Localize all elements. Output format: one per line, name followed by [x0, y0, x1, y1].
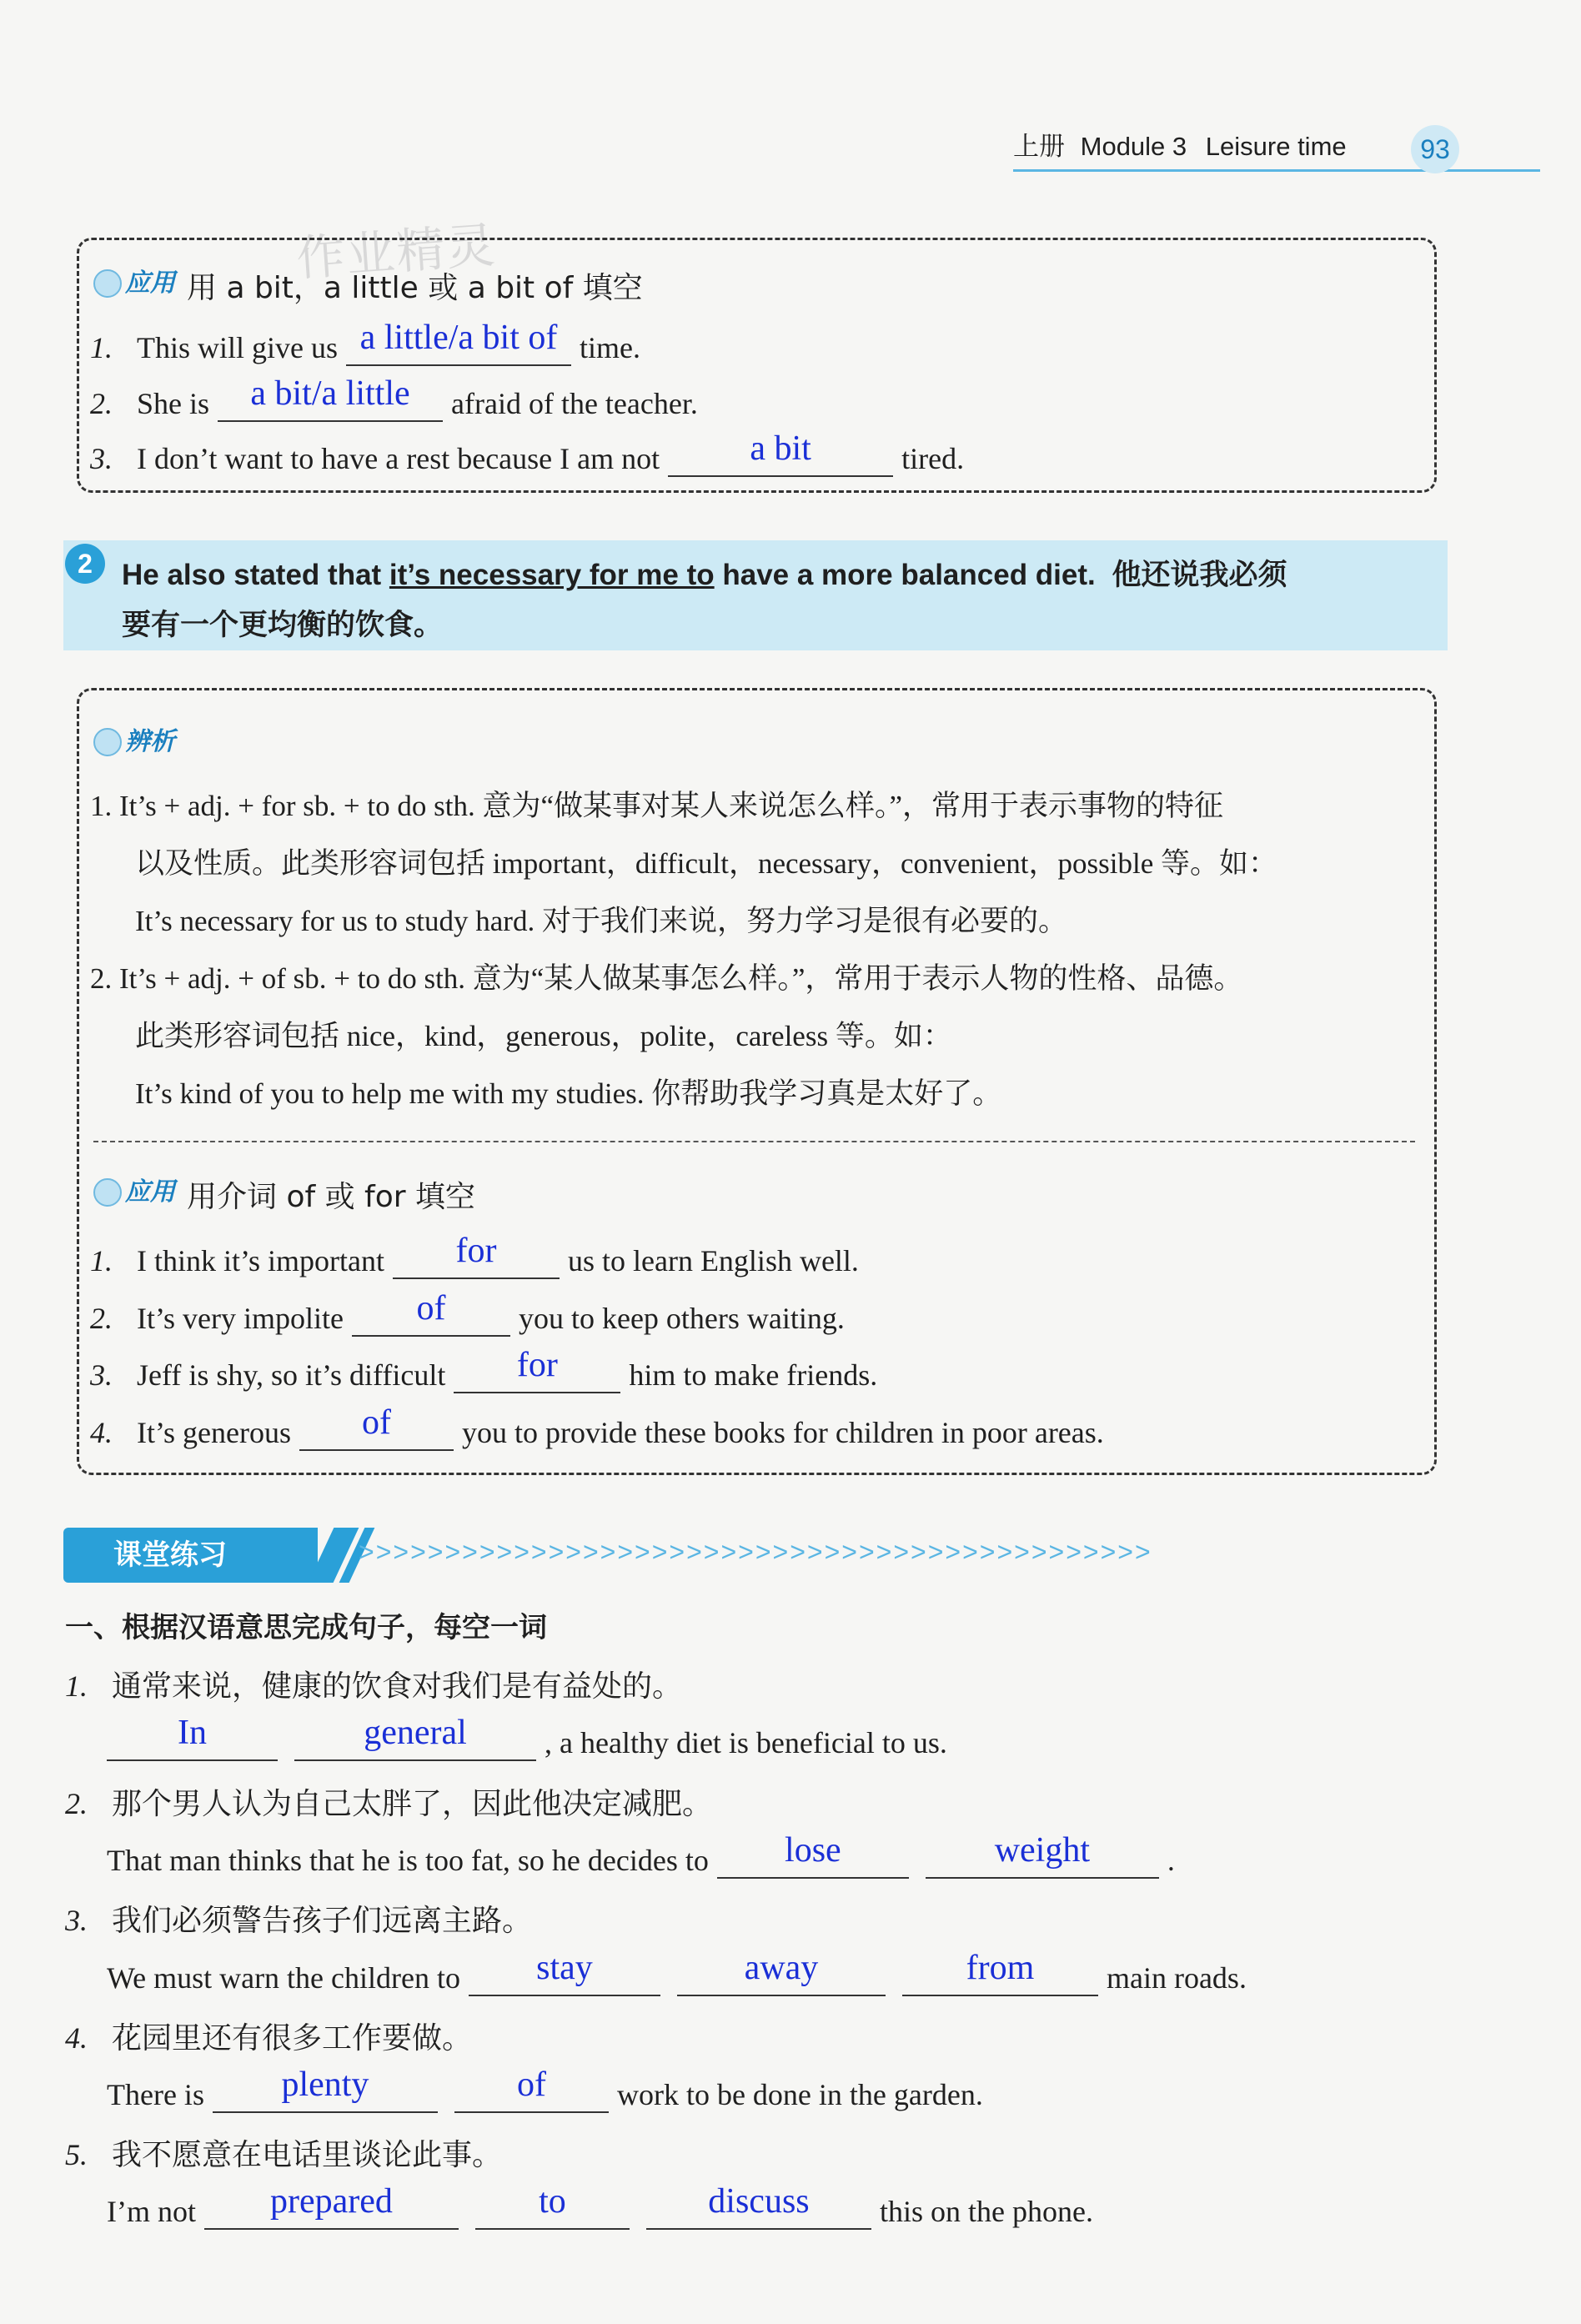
header-title: Leisure time [1205, 132, 1347, 161]
answer-blank[interactable]: In [107, 1726, 278, 1761]
q5-prompt: 5. 我不愿意在电话里谈论此事。 [65, 2138, 503, 2172]
header-module: Module 3 [1080, 132, 1187, 161]
analysis-p1-line1: 1. It’s + adj. + for sb. + to do sth. 意为“做某事对某人来说怎么样。”，常用于表示事物的特征 [90, 790, 1224, 822]
answer-blank[interactable]: of [299, 1416, 454, 1451]
box2-item-3: 3. Jeff is shy, so it’s difficult for him to make friends. [90, 1346, 878, 1392]
box1-item-2: 2. She is a bit/a little afraid of the teacher. [90, 374, 698, 420]
answer-blank[interactable]: for [454, 1358, 620, 1393]
q3-prompt: 3. 我们必须警告孩子们远离主路。 [65, 1904, 533, 1938]
answer-blank[interactable]: for [393, 1244, 560, 1279]
point2-sentence: He also stated that it’s necessary for me to have a more balanced diet. 他还说我必须 [122, 559, 1287, 592]
q5-answer-line: I’m not prepared to discuss this on the phone. [107, 2182, 1093, 2228]
answer-blank[interactable]: of [352, 1302, 510, 1337]
answer-blank[interactable]: discuss [646, 2195, 871, 2230]
point2-sentence-cont: 要有一个更均衡的饮食。 [122, 609, 444, 642]
analysis-p1-line3: It’s necessary for us to study hard. 对于我们来说，努力学习是很有必要的。 [135, 905, 1067, 937]
q3-answer-line: We must warn the children to stay away from main roads. [107, 1949, 1247, 1995]
box2-item-1: 1. I think it’s important for us to learn English well. [90, 1232, 859, 1277]
answer-blank[interactable]: away [677, 1961, 886, 1996]
box2-item-2: 2. It’s very impolite of you to keep others waiting. [90, 1289, 845, 1335]
box2-heading [93, 724, 187, 765]
watermark: 作业精灵 [294, 216, 499, 288]
box1-item-1: 1. This will give us a little/a bit of time. [90, 319, 640, 364]
page-header [1013, 125, 1347, 163]
header-book: 上册 [1013, 132, 1065, 162]
answer-blank[interactable]: prepared [204, 2195, 459, 2230]
box2-divider [93, 1141, 1415, 1142]
q2-answer-line: That man thinks that he is too fat, so he decides to lose weight . [107, 1831, 1175, 1877]
q2-prompt: 2. 那个男人认为自己太胖了，因此他决定减肥。 [65, 1787, 713, 1821]
banner-arrows: >>>>>>>>>>>>>>>>>>>>>>>>>>>>>>>>>>>>>>>>>>>>>> [359, 1537, 1152, 1567]
apply-tag: 应用 [93, 1174, 175, 1211]
q4-prompt: 4. 花园里还有很多工作要做。 [65, 2021, 473, 2055]
header-rule [1013, 169, 1540, 172]
answer-blank[interactable]: general [294, 1726, 536, 1761]
answer-blank[interactable]: a bit [668, 442, 893, 477]
tag-icon [93, 728, 122, 756]
box2-item-4: 4. It’s generous of you to provide these books for children in poor areas. [90, 1403, 1104, 1449]
answer-blank[interactable]: a little/a bit of [346, 331, 571, 366]
answer-blank[interactable]: of [454, 2078, 609, 2113]
page-number: 93 [1411, 125, 1459, 173]
section-title: 一、根据汉语意思完成句子，每空一词 [65, 1611, 547, 1644]
answer-blank[interactable]: stay [469, 1961, 660, 1996]
box1-item-3: 3. I don’t want to have a rest because I am not a bit tired. [90, 429, 965, 475]
analysis-p2-line1: 2. It’s + adj. + of sb. + to do sth. 意为“某人做某事怎么样。”，常用于表示人物的性格、品德。 [90, 962, 1243, 995]
analysis-tag: 辨析 [93, 724, 175, 760]
answer-blank[interactable]: a bit/a little [218, 387, 443, 422]
answer-blank[interactable]: weight [926, 1844, 1159, 1879]
box2-instruction: 用介词 of 或 for 填空 [187, 1180, 475, 1214]
analysis-p1-line2: 以及性质。此类形容词包括 important，difficult，necessary，convenient，possible 等。如： [135, 847, 1278, 880]
answer-blank[interactable]: from [902, 1961, 1098, 1996]
tag-icon [93, 269, 122, 298]
point2-number: 2 [65, 544, 105, 584]
answer-blank[interactable]: lose [717, 1844, 909, 1879]
answer-blank[interactable]: plenty [213, 2078, 438, 2113]
box1-heading [93, 265, 643, 307]
q1-answer-line: In general , a healthy diet is beneficial to us. [98, 1724, 947, 1761]
analysis-p2-line3: It’s kind of you to help me with my studies. 你帮助我学习真是太好了。 [135, 1077, 1002, 1110]
box2-apply-heading [93, 1174, 475, 1216]
q4-answer-line: There is plenty of work to be done in the garden. [107, 2065, 983, 2111]
analysis-p2-line2: 此类形容词包括 nice，kind，generous，polite，careless 等。如： [135, 1020, 952, 1052]
q1-prompt: 1. 通常来说，健康的饮食对我们是有益处的。 [65, 1669, 683, 1704]
apply-tag: 应用 [93, 265, 175, 302]
practice-banner: 课堂练习 [63, 1528, 318, 1583]
answer-blank[interactable]: to [475, 2195, 630, 2230]
box1-instruction: 用 a bit，a little 或 a bit of 填空 [187, 271, 643, 305]
tag-icon [93, 1178, 122, 1207]
